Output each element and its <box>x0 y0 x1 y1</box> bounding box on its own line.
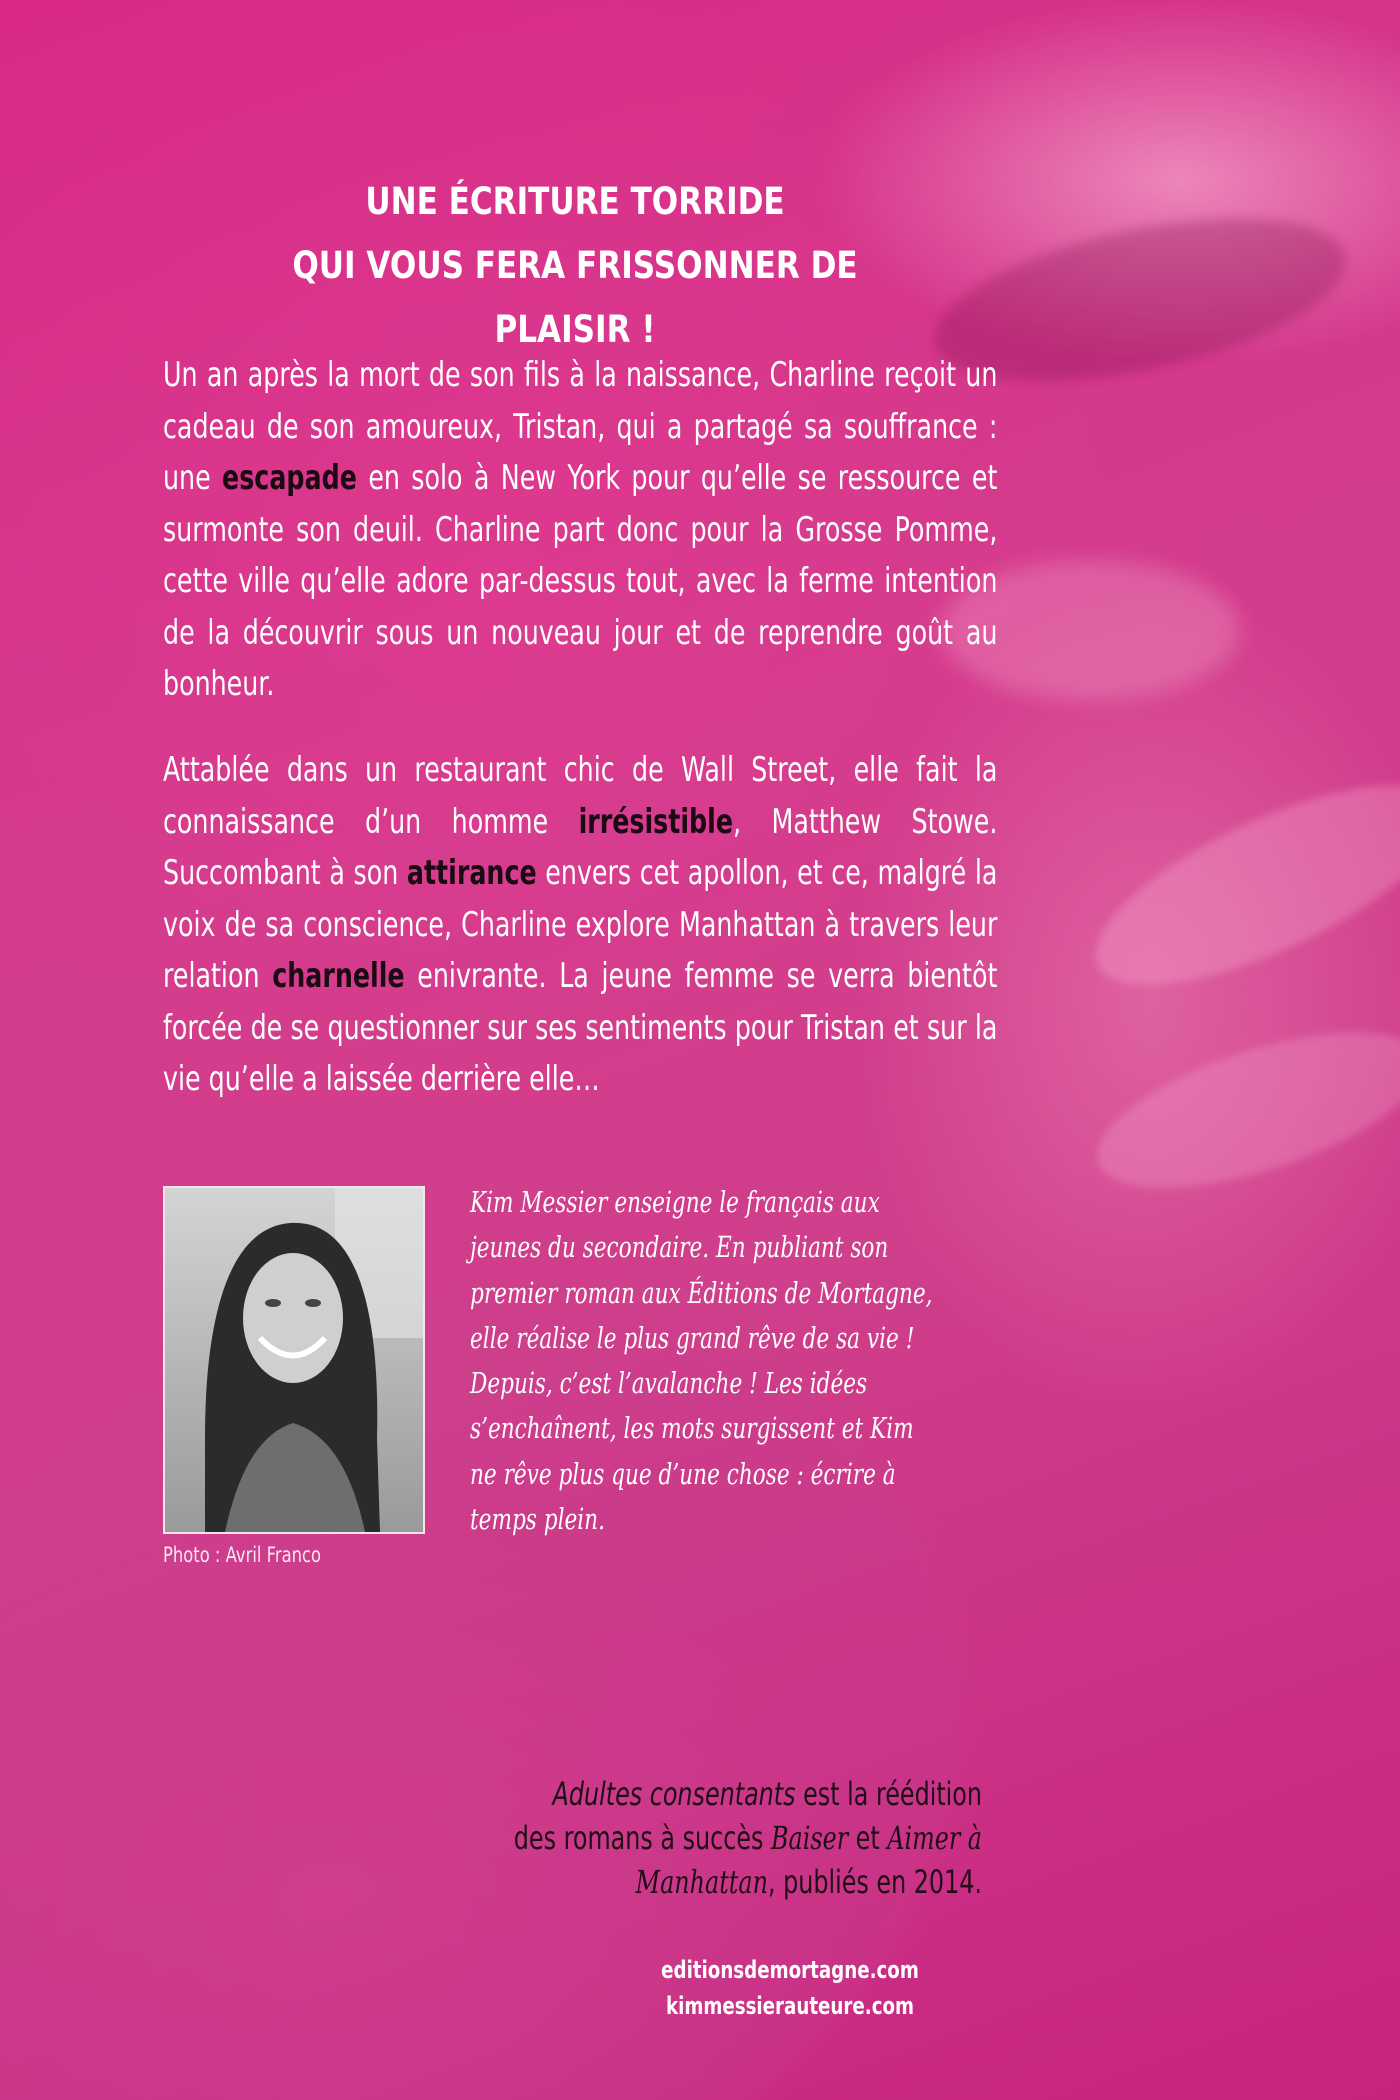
paragraph-text: enivrante. La jeune femme se verra bientôt forcée de se questionner sur ses sentiments pour Tristan et sur la vie qu’elle a laissée derrière elle… <box>163 956 998 1099</box>
paragraph-text: en solo à New York pour qu’elle se ressource et surmonte son deuil. Charline part donc pour la Grosse Pomme, cette ville qu’elle adore par-dessus tout, avec la ferme intention de la découvrir sous un nouveau jour et de reprendre goût au bonheur. <box>163 458 998 704</box>
paragraph-text: envers cet apollon, et ce, malgré la voix de sa conscience, Charline explore Manhattan à travers leur relation <box>163 853 998 996</box>
original-title-aimer: Aimer à Manhattan <box>635 1819 982 1901</box>
author-bio <box>470 1180 947 1542</box>
keyword-highlight: charnelle <box>272 956 405 996</box>
reedition-note <box>505 1772 982 1904</box>
paragraph-text: Attablée dans un restaurant chic de Wall Street, elle fait la connaissance d’un homme <box>163 750 998 842</box>
bio-line: Depuis, c’est l’avalanche ! Les idées <box>470 1366 868 1401</box>
author-site-link[interactable]: kimmessierauteure.com <box>665 1992 915 2020</box>
bio-line: Kim Messier enseigne le français aux <box>470 1185 880 1219</box>
background-photo-finger <box>1070 746 1400 1024</box>
bio-line: premier roman aux Éditions de Mortagne, <box>470 1275 933 1310</box>
bio-line: jeunes du secondaire. En publiant son <box>470 1230 889 1265</box>
paragraph-text: , Matthew Stowe. Succombant à son <box>163 801 998 893</box>
headline-line: QUI VOUS FERA FRISSONNER DE PLAISIR ! <box>292 244 858 351</box>
bio-line: s’enchaînent, les mots surgissent et Kim <box>470 1411 914 1446</box>
note-text: , publiés en 2014. <box>767 1863 982 1901</box>
book-title: Adultes consentants <box>552 1775 796 1813</box>
background-photo-finger <box>1080 1000 1400 1219</box>
headline-line: UNE ÉCRITURE TORRIDE <box>365 180 785 223</box>
paragraph-text: Un an après la mort de son fils à la naissance, Charline reçoit un cadeau de son amoureux, Tristan, qui a partagé sa souffrance : une <box>163 355 998 498</box>
note-text: est la réédition des romans à succès <box>513 1775 982 1857</box>
synopsis-paragraph-1 <box>163 350 997 711</box>
publisher-link[interactable]: editionsdemortagne.com <box>661 1956 919 1984</box>
keyword-highlight: attirance <box>406 853 537 893</box>
websites <box>600 1952 980 2024</box>
photo-caption: Photo : Avril Franco <box>163 1543 322 1567</box>
keyword-highlight: irrésistible <box>578 801 734 842</box>
author-portrait-icon <box>165 1188 423 1532</box>
keyword-highlight: escapade <box>222 458 357 498</box>
bio-line: ne rêve plus que d’une chose : écrire à <box>470 1456 896 1491</box>
author-photo <box>163 1186 425 1534</box>
note-text: et <box>848 1819 888 1857</box>
headline <box>226 170 923 362</box>
bio-line: temps plein. <box>470 1502 605 1537</box>
original-title-baiser: Baiser <box>770 1819 849 1857</box>
synopsis-paragraph-2 <box>163 745 997 1106</box>
bio-line: elle réalise le plus grand rêve de sa vie ! <box>470 1320 915 1355</box>
